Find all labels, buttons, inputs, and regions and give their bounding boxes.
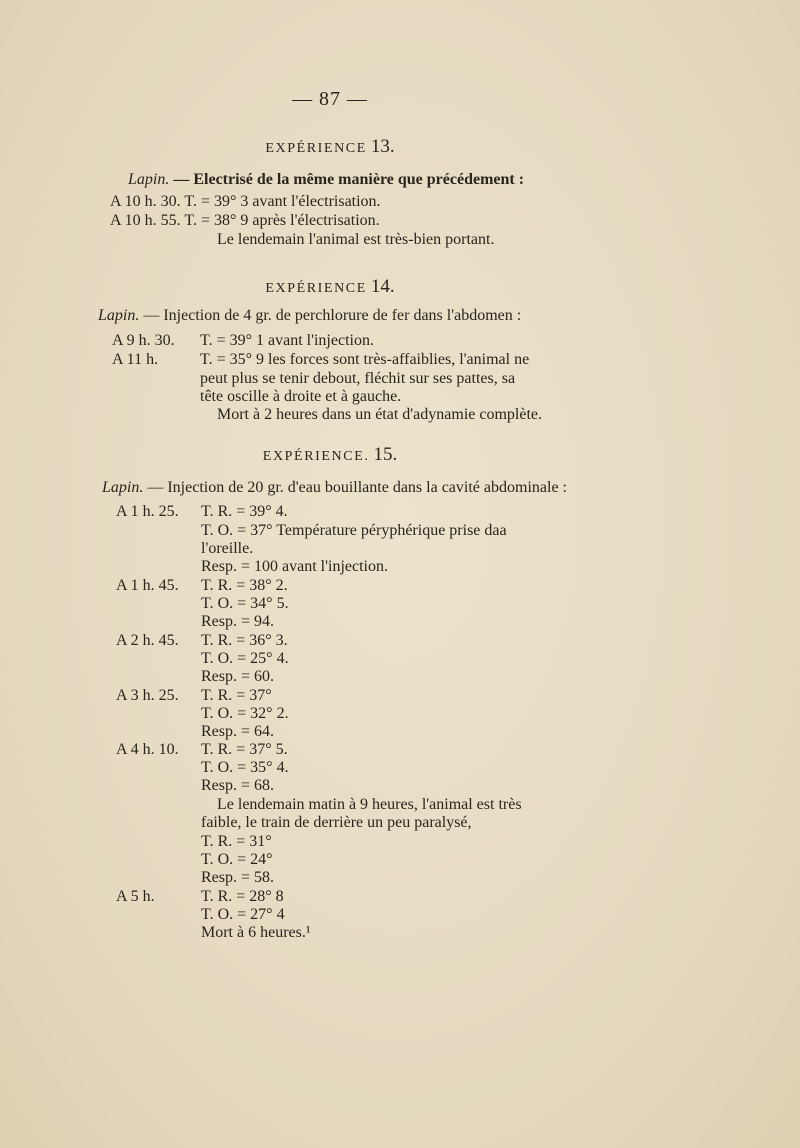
experience-15-value: T. O. = 27° 4	[201, 906, 285, 923]
experience-15-value: Resp. = 64.	[201, 723, 275, 740]
experience-15-value: T. O. = 32° 2.	[201, 705, 289, 722]
experience-15-value: T. R. = 37°	[201, 687, 272, 704]
experience-14-text: tête oscille à droite et à gauche.	[200, 388, 402, 405]
experience-15-value: T. O. = 24°	[201, 851, 273, 868]
experience-15-time: A 5 h.	[116, 888, 155, 905]
experience-15-time: A 1 h. 45.	[116, 577, 179, 594]
experience-13-heading	[0, 136, 660, 158]
experience-15-value: Resp. = 68.	[201, 777, 275, 794]
experience-13-intro-text: — Electrisé de la même manière que précédement :	[169, 171, 525, 188]
experience-15-value: T. R. = 31°	[201, 833, 272, 850]
experience-15-value: faible, le train de derrière un peu paralysé,	[201, 814, 472, 831]
experience-15-value: T. R. = 39° 4.	[201, 503, 288, 520]
experience-14-text: T. = 39° 1 avant l'injection.	[200, 332, 374, 349]
experience-15-value: Resp. = 58.	[201, 869, 275, 886]
experience-15-intro-text: — Injection de 20 gr. d'eau bouillante dans la cavité abdominale :	[143, 479, 567, 496]
experience-15-animal: Lapin.	[102, 479, 144, 496]
experience-15-intro	[102, 478, 567, 498]
experience-15-time: A 1 h. 25.	[116, 503, 179, 520]
experience-15-value: T. O. = 37° Température péryphérique prise daa	[201, 522, 507, 539]
experience-15-value: Resp. = 60.	[201, 668, 275, 685]
experience-14-text: T. = 35° 9 les forces sont très-affaiblies, l'animal ne	[200, 351, 530, 368]
experience-14-text: Mort à 2 heures dans un état d'adynamie complète.	[217, 406, 542, 423]
experience-15-time: A 4 h. 10.	[116, 741, 179, 758]
experience-15-time: A 2 h. 45.	[116, 632, 179, 649]
experience-15-value: T. R. = 38° 2.	[201, 577, 288, 594]
experience-13-intro	[128, 170, 524, 190]
experience-14-intro-text: — Injection de 4 gr. de perchlorure de fer dans l'abdomen :	[139, 307, 522, 324]
experience-15-value: Resp. = 100 avant l'injection.	[201, 558, 388, 575]
experience-14-animal: Lapin.	[98, 307, 140, 324]
experience-15-heading	[0, 444, 660, 466]
experience-14-number: 14.	[370, 276, 395, 297]
experience-13-animal: Lapin.	[128, 171, 170, 188]
experience-13-number: 13.	[370, 136, 395, 157]
experience-15-number: 15.	[373, 444, 398, 465]
experience-14-intro	[98, 306, 521, 326]
experience-15-value: l'oreille.	[201, 540, 254, 557]
experience-15-value: T. R. = 28° 8	[201, 888, 284, 905]
experience-14-heading	[0, 276, 660, 298]
experience-15-value: T. O. = 35° 4.	[201, 759, 289, 776]
experience-15-value: T. O. = 25° 4.	[201, 650, 289, 667]
experience-14-time: A 9 h. 30.	[112, 332, 175, 349]
experience-13-line: A 10 h. 30. T. = 39° 3 avant l'électrisation.	[110, 193, 381, 210]
experience-15-value: T. O. = 34° 5.	[201, 595, 289, 612]
experience-15-value: Resp. = 94.	[201, 613, 275, 630]
page-number: — 87 —	[292, 88, 368, 110]
experience-14-time: A 11 h.	[112, 351, 159, 368]
experience-15-value: T. R. = 36° 3.	[201, 632, 288, 649]
experience-14-title: EXPÉRIENCE	[265, 281, 367, 296]
experience-15-title: EXPÉRIENCE.	[262, 449, 370, 464]
experience-15-value: Mort à 6 heures.¹	[201, 924, 311, 941]
experience-15-value: T. R. = 37° 5.	[201, 741, 288, 758]
experience-14-text: peut plus se tenir debout, fléchit sur ses pattes, sa	[200, 370, 516, 387]
experience-15-value: Le lendemain matin à 9 heures, l'animal est très	[217, 796, 522, 813]
experience-13-line: A 10 h. 55. T. = 38° 9 après l'électrisation.	[110, 212, 380, 229]
experience-15-time: A 3 h. 25.	[116, 687, 179, 704]
experience-13-line: Le lendemain l'animal est très-bien portant.	[217, 231, 495, 248]
experience-13-title: EXPÉRIENCE	[265, 141, 367, 156]
